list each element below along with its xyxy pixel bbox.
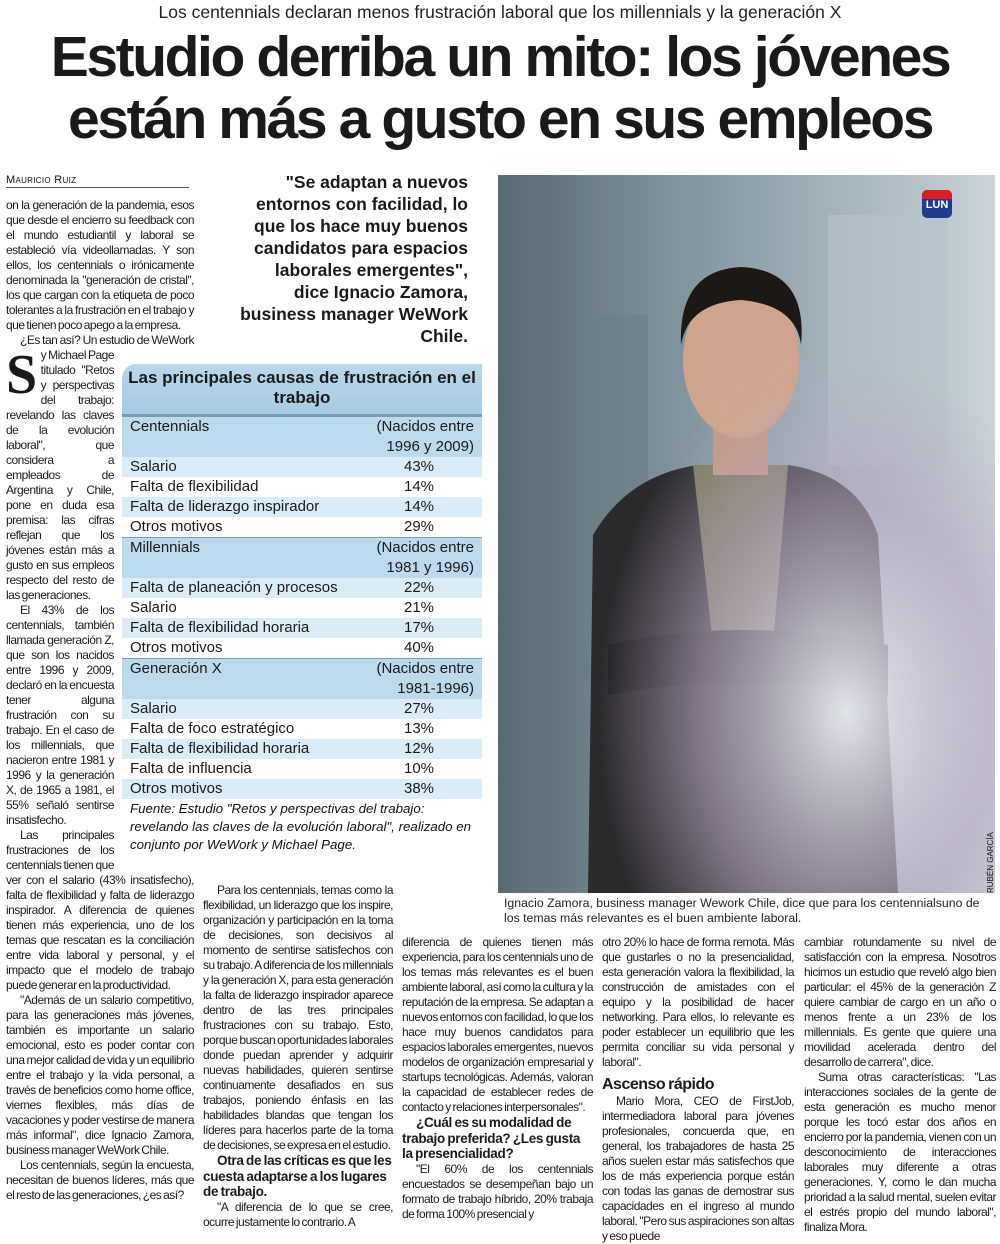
table-row	[122, 618, 482, 638]
cause-label: Otros motivos	[130, 518, 223, 535]
subheading-question: ¿Cuál es su modalidad de trabajo preferida? ¿Les gusta la presencialidad?	[402, 1115, 581, 1161]
table-row	[122, 477, 482, 497]
cause-label: Falta de planeación y procesos	[130, 579, 338, 596]
generation-name: Centennials	[130, 418, 210, 435]
cause-percent: 27%	[403, 700, 435, 717]
cause-percent: 14%	[403, 478, 435, 495]
generation-name: Millennials	[130, 539, 201, 556]
subheading-question: Otra de las críticas es que les cuesta adaptarse a los lugares de trabajo.	[203, 1153, 392, 1199]
paragraph: "Además de un salario competitivo, para las generaciones más jóvenes, también es importante un salario emocional, esto es poder contar con una mejor calidad de vida y un equilibrio entre el trabajo y la vida personal, a través de beneficios como home office, viernes flexibles, más días de vacaciones y poder vestirse de manera más informal", dice Ignacio Zamora, business manager WeWork Chile.	[6, 993, 194, 1157]
body-col2	[203, 883, 393, 1230]
table-group-header	[122, 658, 482, 699]
paragraph: El 43% de los centennials, también llamada generación Z, que son los nacidos entre 1996 y 2009, declaró en la encuesta tener alguna frustración con su trabajo. En el caso de los millennials, que nacieron entre 1981 y 1996 y la generación X, de 1965 a 1981, el 55% señaló sentirse insatisfecho.	[6, 603, 114, 827]
birth-range: (Nacidos entre 1981 y 1996)	[376, 539, 474, 576]
cause-label: Salario	[130, 599, 177, 616]
cause-label: Falta de flexibilidad horaria	[130, 740, 310, 757]
portrait-illustration	[498, 175, 995, 893]
kicker: Los centennials declaran menos frustración laboral que los millennials y la generación X	[158, 2, 842, 22]
lun-logo-text: LUN	[925, 199, 949, 211]
table-row	[122, 779, 482, 799]
cause-percent: 14%	[403, 498, 435, 515]
paragraph: Mario Mora, CEO de FirstJob, intermediadora laboral para jóvenes profesionales, concuerda que, en general, los trabajadores de hasta 25 años suelen estar más satisfechos que los de más experiencia porque están con todas las ganas de demostrar sus capacidades en el ingreso al mundo laboral. "Pero sus aspiraciones son altas y eso puede	[602, 1094, 794, 1243]
table-row	[122, 719, 482, 739]
table-row	[122, 699, 482, 719]
headline-line: Estudio derriba un mito: los jóvenes	[50, 25, 950, 89]
lun-logo	[922, 190, 952, 218]
cause-percent: 10%	[403, 760, 435, 777]
table-row	[122, 457, 482, 477]
body-col4	[602, 935, 794, 1244]
pull-quote: "Se adaptan a nuevos entornos con facilidad, lo que los hace muy buenos candidatos para espacios laborales emergentes", dice Ignacio Zamora, business manager WeWork Chile.	[240, 172, 468, 346]
table-row	[122, 759, 482, 779]
generation-name: Generación X	[130, 660, 222, 677]
drop-cap: S	[6, 344, 37, 406]
cause-percent: 29%	[403, 518, 435, 535]
paragraph: Las principales frustraciones de	[6, 828, 114, 857]
headline	[0, 26, 1000, 150]
frustration-table	[122, 364, 482, 799]
cause-label: Falta de liderazgo inspirador	[130, 498, 320, 515]
cause-percent: 40%	[403, 639, 435, 656]
cause-percent: 12%	[403, 740, 435, 757]
table-source: Fuente: Estudio "Retos y perspectivas del trabajo: revelando las claves de la evolución laboral", realizado en conjunto por WeWork y Michael Page.	[130, 801, 472, 852]
cause-label: Otros motivos	[130, 780, 223, 797]
table-row	[122, 578, 482, 598]
table-row	[122, 598, 482, 618]
table-row	[122, 497, 482, 517]
birth-range: (Nacidos entre 1996 y 2009)	[376, 418, 474, 455]
cause-label: Falta de foco estratégico	[130, 720, 295, 737]
paragraph: on la generación de la pandemia, esos que desde el encierro su feedback con el mundo estudiantil y laboral se estableció vía videollamadas. Y son ellos, los centennials o irónicamente denominada la "generación de cristal", los que cargan con la etiqueta de poco tolerantes a la frustración en el trabajo y que tienen poco apego a la empresa.	[6, 198, 194, 332]
paragraph: "El 60% de los centennials encuestados se desempeñan bajo un formato de trabajo híbrido, 20% trabaja de forma 100% presencial y	[402, 1161, 593, 1221]
body-col5	[804, 935, 996, 1235]
cause-label: Falta de flexibilidad horaria	[130, 619, 310, 636]
paragraph: "A diferencia de lo que se cree, ocurre justamente lo contrario. A	[203, 1199, 393, 1229]
cause-percent: 17%	[403, 619, 435, 636]
paragraph: los centennials tienen que ver con el salario (43% insatisfecho), falta de flexibilidad y falta de liderazgo inspirador. A diferencia de quienes tienen más experiencia, uno de los temas que rescatan es la conciliación entre vida laboral y personal, y el impacto que el modelo de trabajo puede generar en la productividad.	[6, 843, 194, 992]
paragraph: Para los centennials, temas como la flexibilidad, un liderazgo que los inspire, organización y participación en la toma de decisiones, son decisivos al momento de sentirse satisfechos con su trabajo. A diferencia de los millennials y la generación X, para esta generación la falta de liderazgo inspirador aparece dentro de las tres principales frustraciones con su trabajo. Esto, porque buscan oportunidades laborales donde puedan aprender y adquirir nuevas habilidades, quieren sentirse continuamente desafiados en sus trabajos, poniendo énfasis en las habilidades blandas que tengan los líderes para hacerlos parte de la toma de decisiones, se expresa en el estudio.	[203, 883, 393, 1152]
headline-line: están más a gusto en sus empleos	[67, 87, 933, 151]
byline: Mauricio Ruiz	[6, 174, 189, 188]
cause-percent: 22%	[403, 579, 435, 596]
photo-caption: Ignacio Zamora, business manager Wework Chile, dice que para los centennialsuno de los temas más relevantes es el buen ambiente laboral.	[504, 896, 980, 925]
birth-range: (Nacidos entre 1981-1996)	[376, 660, 474, 697]
table-group-header	[122, 537, 482, 578]
paragraph: Suma otras características: "Las interacciones sociales de la gente de esta generación es mucho menor porque les tocó estar dos años en encierro por la pandemia, vienen con un desconocimiento de interacciones laborales muy diferente a otras generaciones. Y, como le dan mucha prioridad a la salud mental, suelen evitar el estrés propio del mundo laboral", finaliza Mora.	[804, 1070, 996, 1234]
body-col3	[402, 935, 593, 1222]
paragraph: diferencia de quienes tienen más experiencia, para los centennials uno de los temas más relevantes es el buen ambiente laboral, así como la cultura y la reputación de la empresa. Se adaptan a nuevos entornos con facilidad, lo que los hace muy buenos candidatos para espacios laborales emergentes, nuevos modelos de organización empresarial y startups tecnológicas. Además, valoran la capacidad de establecer redes de contacto y relaciones interpersonales".	[402, 935, 593, 1114]
cause-label: Otros motivos	[130, 639, 223, 656]
table-row	[122, 638, 482, 658]
cause-percent: 38%	[403, 780, 435, 797]
paragraph: Los centennials, según la encuesta, necesitan de buenos líderes, más que el resto de las generaciones, ¿es así?	[6, 1158, 194, 1202]
cause-percent: 21%	[403, 599, 435, 616]
cause-percent: 13%	[403, 720, 435, 737]
photo-credit: RUBÉN GARCÍA	[986, 832, 995, 893]
cause-label: Salario	[130, 458, 177, 475]
cause-label: Falta de flexibilidad	[130, 478, 259, 495]
paragraph: otro 20% lo hace de forma remota. Más que gustarles o no la presencialidad, esta generación valora la flexibilidad, la construcción de amistades con el equipo y la posibilidad de hacer networking. Para ellos, lo relevante es poder establecer un equilibrio que les permita conciliar su vida personal y laboral".	[602, 935, 794, 1069]
cause-label: Salario	[130, 700, 177, 717]
portrait-photo	[498, 175, 995, 893]
paragraph: cambiar rotundamente su nivel de satisfacción con la empresa. Nosotros hicimos un estudio que reveló algo bien particular: el 45% de la generación Z quiere cambiar de cargo en un año o menos frente a un 23% de los millennials. Es gente que quiere una movilidad acelerada dentro del desarrollo de carrera", dice.	[804, 935, 996, 1069]
paragraph: ¿Es tan así? Un estudio de WeWork y Michael Page titulado "Retos y perspectivas del trabajo: revelando las claves de la evolución laboral", que considera a empleados de Argentina y Chile, pone en duda esa premisa: las cifras reflejan que los jóvenes están más a gusto en sus empleos respecto del resto de las generaciones.	[6, 333, 194, 602]
table-row	[122, 517, 482, 537]
table-group-header	[122, 416, 482, 457]
table-row	[122, 739, 482, 759]
table-title: Las principales causas de frustración en el trabajo	[122, 364, 482, 416]
cause-label: Falta de influencia	[130, 760, 252, 777]
cause-percent: 43%	[403, 458, 435, 475]
section-heading: Ascenso rápido	[602, 1076, 715, 1093]
